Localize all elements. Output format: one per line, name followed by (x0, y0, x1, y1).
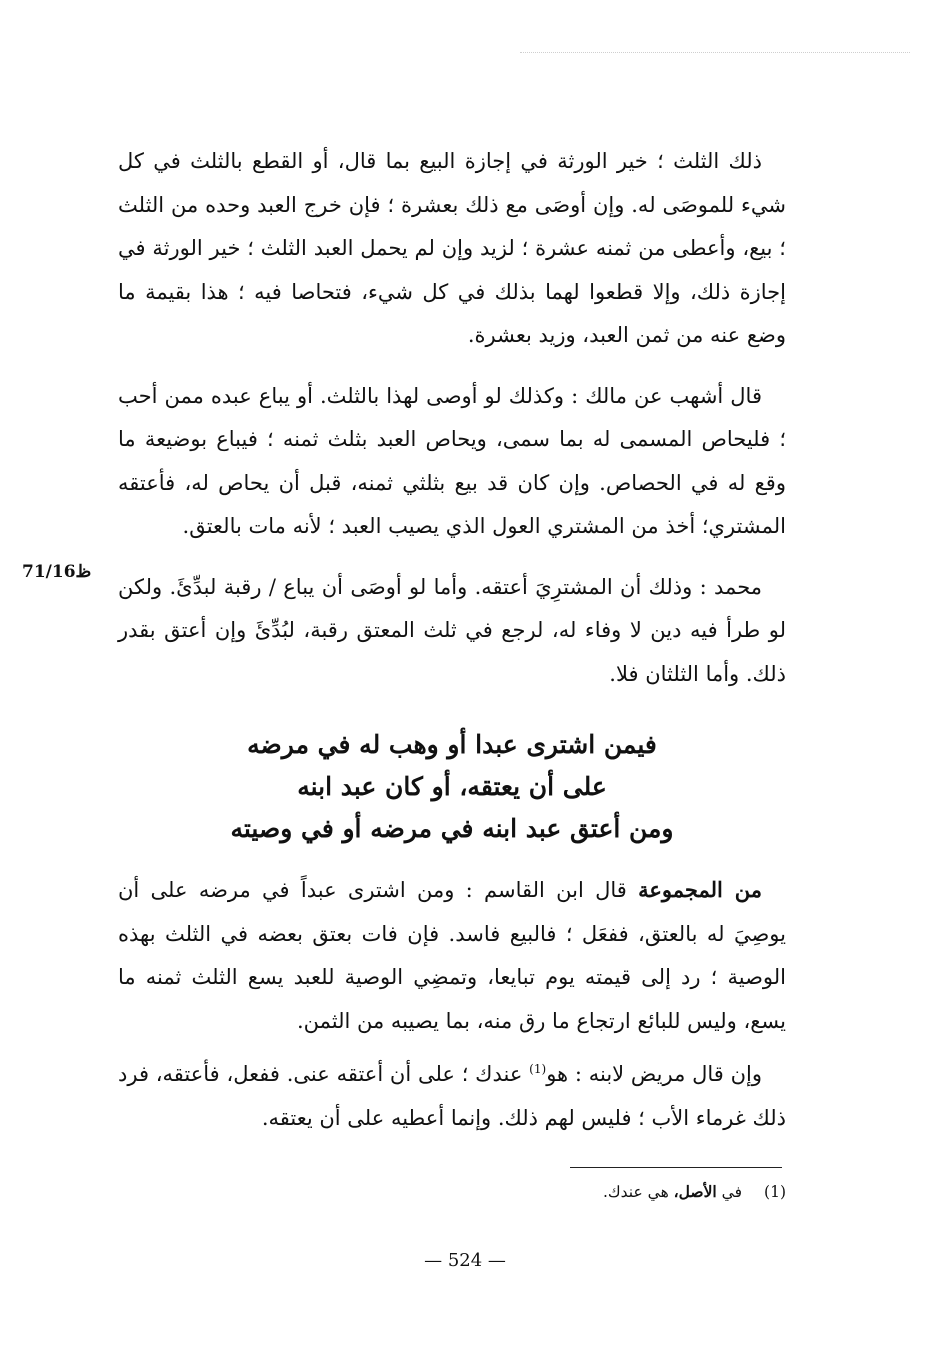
paragraph-5-after: عندك ؛ على أن أعتقه عنى. ففعل، فأعتقه، فرد ذلك غرماء الأب ؛ فليس لهم ذلك. وإنما أعطيه على أن يعتقه. (118, 1062, 786, 1130)
heading-line-3: ومن أعتق عبد ابنه في مرضه أو في وصيته (230, 814, 674, 843)
paragraph-1: ذلك الثلث ؛ خير الورثة في إجازة البيع بما قال، أو القطع بالثلث في كل شيء للموصَى له. وإن أوصَى مع ذلك بعشرة ؛ فإن خرج العبد وحده من الثلث ؛ بيع، وأعطى من ثمنه عشرة ؛ لزيد وإن لم يحمل العبد الثلث ؛ خير الورثة في إجازة ذلك، وإلا قطعوا لهما بذلك في كل شيء، فتحاصا فيه ؛ هذا بقيمة ما وضع عنه من ثمن العبد، وزيد بعشرة. (118, 149, 786, 347)
source-label: من المجموعة (638, 877, 762, 902)
section-heading (118, 724, 786, 850)
footnote-number: (1) (764, 1183, 786, 1201)
footnote-separator (570, 1167, 782, 1168)
paragraph-3-part2: / رقبة لبدِّئَ. ولكن لو طرأ فيه دين لا وفاء له، لرجع في ثلث المعتق رقبة، لبُدِّئَ وإن أعتق بقدر ذلك. وأما الثلثان فلا. (118, 574, 786, 686)
margin-reference: 71/16ظ (22, 562, 92, 582)
page-body (118, 140, 786, 1140)
footnote-text-pre: في (716, 1183, 742, 1201)
scan-artifact-line (520, 52, 910, 53)
paragraph-4 (118, 868, 786, 1043)
footnote (400, 1180, 786, 1204)
paragraph-3 (118, 566, 786, 697)
footnote-text-bold: الأصل، (673, 1182, 717, 1201)
paragraph-5-before: وإن قال مريض لابنه : هو (546, 1062, 762, 1086)
paragraph-4-text: قال ابن القاسم : ومن اشترى عبداً في مرضه على أن يوصِيَ له بالعتق، ففعَل ؛ فالبيع فاسد. فإن فات بعتق بعضه في الثلث بهذه الوصية ؛ رد إلى قيمته يوم تبايعا، وتمضِي الوصية للعبد يسع الثلث ثمنه ما يسع، وليس للبائع ارتجاع ما رق منه، بما يصيبه من الثمن. (118, 878, 786, 1033)
footnote-marker: (1) (529, 1062, 547, 1076)
paragraph-3-part1: محمد : وذلك أن المشترِيَ أعتقه. وأما لو أوصَى أن يباع (283, 574, 762, 599)
heading-line-1: فيمن اشترى عبدا أو وهب له في مرضه (247, 730, 657, 759)
page-number: — 524 — (424, 1250, 506, 1271)
paragraph-2: قال أشهب عن مالك : وكذلك لو أوصى لهذا بالثلث. أو يباع عبده ممن أحب ؛ فليحاص المسمى له بما سمى، ويحاص العبد بثلث ثمنه ؛ فيباع بوضيعة ما وقع له في الحصاص. وإن كان قد بيع بثلثي ثمنه، قبل أن يحاص له، فأعتقه المشتري؛ أخذ من المشتري العول الذي يصيب العبد ؛ لأنه مات بالعتق. (118, 383, 786, 538)
footnote-text-post: هي عندك. (602, 1183, 674, 1201)
heading-line-2: على أن يعتقه، أو كان عبد ابنه (297, 772, 607, 801)
paragraph-5 (118, 1053, 786, 1140)
